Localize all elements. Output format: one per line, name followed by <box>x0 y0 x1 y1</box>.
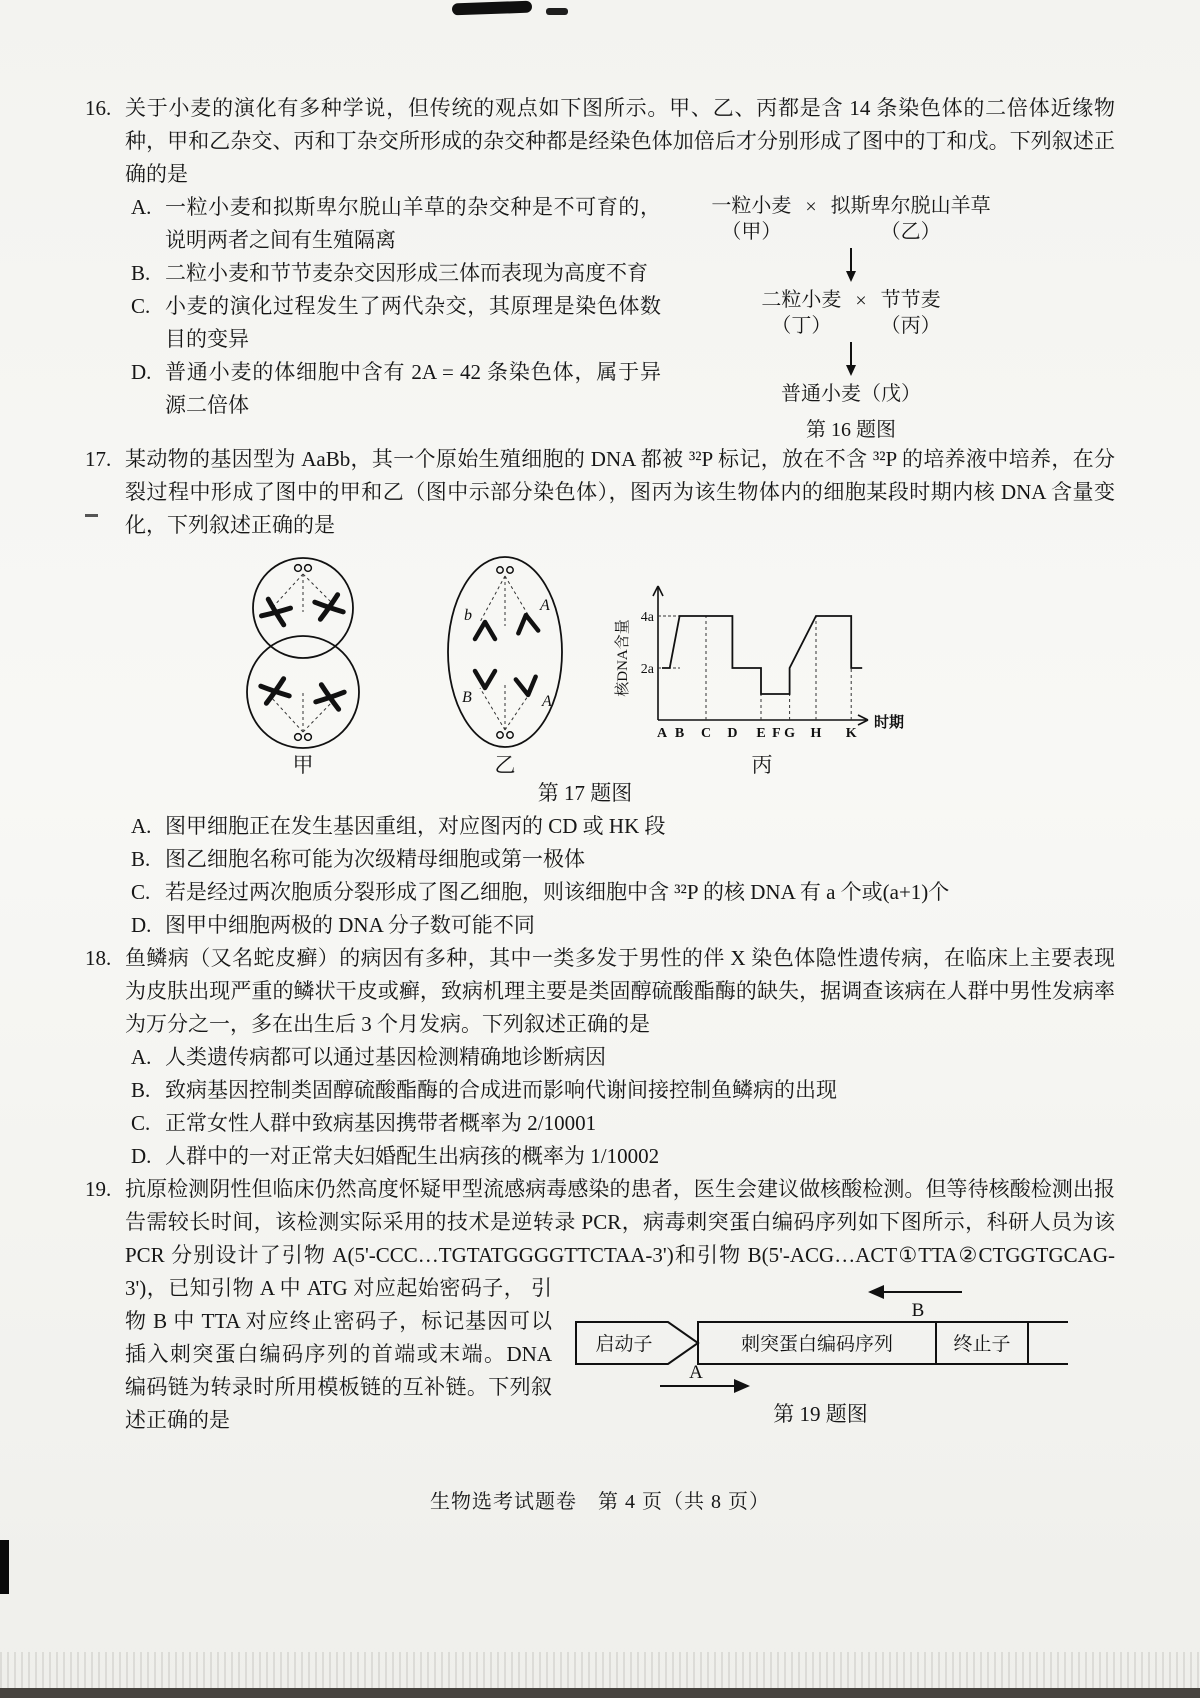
question-16-number: 16. <box>85 96 112 120</box>
plant-name: 一粒小麦 <box>711 195 792 217</box>
dna-content-chart <box>612 580 912 752</box>
option-b <box>131 257 1115 290</box>
q19-figure-caption: 第 19 题图 <box>773 1402 868 1426</box>
x-tick-label: H <box>810 726 822 741</box>
question-18 <box>85 942 1115 1173</box>
option-text: 图甲细胞正在发生基因重组，对应图丙的 CD 或 HK 段 <box>165 814 666 838</box>
x-tick-label: E <box>756 726 766 741</box>
option-c <box>131 290 1115 356</box>
option-label: B. <box>131 1078 151 1102</box>
option-text: 若是经过两次胞质分裂形成了图乙细胞，则该细胞中含 ³²P 的核 DNA 有 a 个或(a+1)个 <box>165 880 950 904</box>
q16-options <box>131 191 1115 422</box>
plant-tag: （乙） <box>880 221 941 243</box>
stem-text-part2: 引物 B 中 TTA 对应终止密码子，标记基因可以插入刺突蛋白编码序列的首端或末端。DNA 编码链为转录时所用模板链的互补链。下列叙述正确的是 <box>125 1276 552 1432</box>
question-19-stem <box>125 1173 1115 1437</box>
terminator-label: 终止子 <box>953 1334 1011 1355</box>
question-18-number: 18. <box>85 946 112 970</box>
plant-tag: （甲） <box>721 221 782 243</box>
question-19 <box>85 1173 1115 1437</box>
dna-tail-lines <box>1028 1322 1068 1364</box>
q17-figure-caption: 第 17 题图 <box>537 781 633 805</box>
q18-options <box>131 1041 1115 1173</box>
q19-gene-construct-diagram <box>568 1278 1073 1428</box>
option-label: A. <box>131 195 152 219</box>
x-tick-label: B <box>674 726 685 741</box>
option-text: 人类遗传病都可以通过基因检测精确地诊断病因 <box>165 1045 606 1069</box>
option-label: A. <box>131 1045 152 1069</box>
primer-b-arrow-icon <box>868 1285 962 1299</box>
scan-artifact <box>0 1688 1200 1698</box>
option-a <box>131 191 1115 257</box>
option-text: 人群中的一对正常夫妇婚配生出病孩的概率为 1/10002 <box>165 1144 660 1168</box>
q17-options <box>131 810 1115 942</box>
y-axis-label: 核DNA含量 <box>615 619 631 697</box>
option-label: D. <box>131 913 152 937</box>
dna-content-curve <box>662 616 862 694</box>
chart-plot-area <box>641 610 862 741</box>
centriole-icon <box>295 565 312 741</box>
option-label: A. <box>131 814 152 838</box>
axes <box>653 586 868 725</box>
option-text: 图甲中细胞两极的 DNA 分子数可能不同 <box>165 913 535 937</box>
option-a <box>131 1041 1115 1074</box>
allele-label: A <box>542 693 552 710</box>
cell-yi-figure <box>430 550 580 778</box>
question-19-number: 19. <box>85 1177 112 1201</box>
option-d <box>131 1140 1115 1173</box>
page-footer: 生物选考试题卷 第 4 页（共 8 页） <box>430 1491 770 1513</box>
option-text: 致病基因控制类固醇硫酸酯酶的合成进而影响代谢间接控制鱼鳞病的出现 <box>165 1078 837 1102</box>
scan-artifact <box>546 8 568 15</box>
scan-artifact <box>0 1540 9 1594</box>
option-text: 正常女性人群中致病基因携带者概率为 2/10001 <box>165 1111 597 1135</box>
centriole-icon <box>497 567 513 738</box>
cell-jia-label: 甲 <box>292 753 314 777</box>
option-text: 普通小麦的体细胞中含有 2A = 42 条染色体，属于异源二倍体 <box>165 360 661 417</box>
chromosomes <box>475 614 538 697</box>
option-label: C. <box>131 1111 151 1135</box>
cell-yi-label: 乙 <box>494 753 516 777</box>
question-17-stem: 某动物的基因型为 AaBb，其一个原始生殖细胞的 DNA 都被 ³²P 标记，放在不含 ³²P 的培养液中培养，在分裂过程中形成了图中的甲和乙（图中示部分染色体），图丙为该生物体内的细胞某段时期内核 DNA 含量变化，下列叙述正确的是 <box>125 447 1115 537</box>
cell-jia-figure <box>208 550 398 778</box>
cell-outline <box>448 557 562 747</box>
x-tick-label: K <box>845 726 857 741</box>
primer-a-label: A <box>689 1362 703 1383</box>
option-text: 二粒小麦和节节麦杂交因形成三体而表现为高度不育 <box>165 261 648 285</box>
primer-a-arrow-icon <box>660 1379 750 1393</box>
option-text: 图乙细胞名称可能为次级精母细胞或第一极体 <box>165 847 585 871</box>
option-text: 一粒小麦和拟斯卑尔脱山羊草的杂交种是不可育的，说明两者之间有生殖隔离 <box>165 195 661 252</box>
plant-tag: （丙） <box>880 315 941 337</box>
option-d <box>131 356 1115 422</box>
chart-bing-label: 丙 <box>751 753 773 777</box>
plant-name: 节节麦 <box>880 289 941 311</box>
option-label: C. <box>131 294 151 318</box>
cell-yi-drawing <box>430 550 580 752</box>
gene-construct-drawing <box>568 1278 1073 1396</box>
allele-label: b <box>464 607 472 624</box>
option-label: B. <box>131 261 151 285</box>
question-16-stem: 关于小麦的演化有多种学说，但传统的观点如下图所示。甲、乙、丙都是含 14 条染色体的二倍体近缘物种，甲和乙杂交、丙和丁杂交所形成的杂交种都是经染色体加倍后才分别形成了图中的丁和戊。下列叙述正确的是 <box>125 96 1115 186</box>
scan-artifact <box>452 1 532 16</box>
dna-chart-figure <box>612 580 912 778</box>
plant-name: 拟斯卑尔脱山羊草 <box>830 195 991 217</box>
y-tick-label: 2a <box>640 662 654 677</box>
x-tick-label: D <box>727 726 738 741</box>
x-tick-label: C <box>700 726 712 741</box>
question-17 <box>85 443 1115 942</box>
option-d <box>131 909 1115 942</box>
promoter-label: 启动子 <box>595 1334 653 1355</box>
cross-result: 普通小麦（戊） <box>781 383 921 405</box>
scan-artifact <box>0 1652 1200 1690</box>
stem-text-part1: 抗原检测阴性但临床仍然高度怀疑甲型流感病毒感染的患者，医生会建议做核酸检测。但等待核酸检测出报告需较长时间，该检测实际采用的技术是逆转录 PCR，病毒刺突蛋白编码序列如下图所示，科研人员为该 PCR 分别设计了引物 A(5'-CCC…TGTATGGGGTTCTAA-3')和引物 B(5'-ACG…ACT①TTA②CTGGTGCAG-3')，已知引物 A 中 ATG 对应起始密码子， <box>125 1177 1115 1300</box>
option-a <box>131 810 1115 843</box>
option-label: B. <box>131 847 151 871</box>
option-text: 小麦的演化过程发生了两代杂交，其原理是染色体数目的变异 <box>165 294 661 351</box>
cross-icon: × <box>855 290 867 312</box>
question-16 <box>85 92 1115 443</box>
cell-jia-drawing <box>208 550 398 752</box>
plant-name: 二粒小麦 <box>761 289 842 311</box>
cross-icon: × <box>805 196 817 218</box>
cds-label: 刺突蛋白编码序列 <box>740 1334 894 1355</box>
y-tick-label: 4a <box>640 610 654 625</box>
primer-b-label: B <box>911 1300 925 1321</box>
x-tick-label: G <box>784 726 796 741</box>
q17-figure-row <box>125 550 995 778</box>
x-tick-label: F <box>772 726 781 741</box>
option-b <box>131 843 1115 876</box>
option-label: D. <box>131 360 152 384</box>
option-c <box>131 1107 1115 1140</box>
q16-figure-caption: 第 16 题图 <box>806 419 896 441</box>
option-label: D. <box>131 1144 152 1168</box>
option-c <box>131 876 1115 909</box>
plant-tag: （丁） <box>771 315 832 337</box>
question-16-body <box>131 191 1115 443</box>
allele-label: A <box>540 597 550 614</box>
option-label: C. <box>131 880 151 904</box>
option-b <box>131 1074 1115 1107</box>
question-18-stem: 鱼鳞病（又名蛇皮癣）的病因有多种，其中一类多发于男性的伴 X 染色体隐性遗传病，在临床上主要表现为皮肤出现严重的鳞状干皮或癣，致病机理主要是类固醇硫酸酯酶的缺失，据调查该病在人群中男性发病率为万分之一，多在出生后 3 个月发病。下列叙述正确的是 <box>125 946 1115 1036</box>
question-17-number: 17. <box>85 447 112 471</box>
allele-label: B <box>462 689 472 706</box>
allele-labels <box>462 597 552 710</box>
spindle-fibers <box>480 576 532 730</box>
x-axis-label: 时期 <box>874 715 905 731</box>
x-tick-label: A <box>656 726 668 741</box>
